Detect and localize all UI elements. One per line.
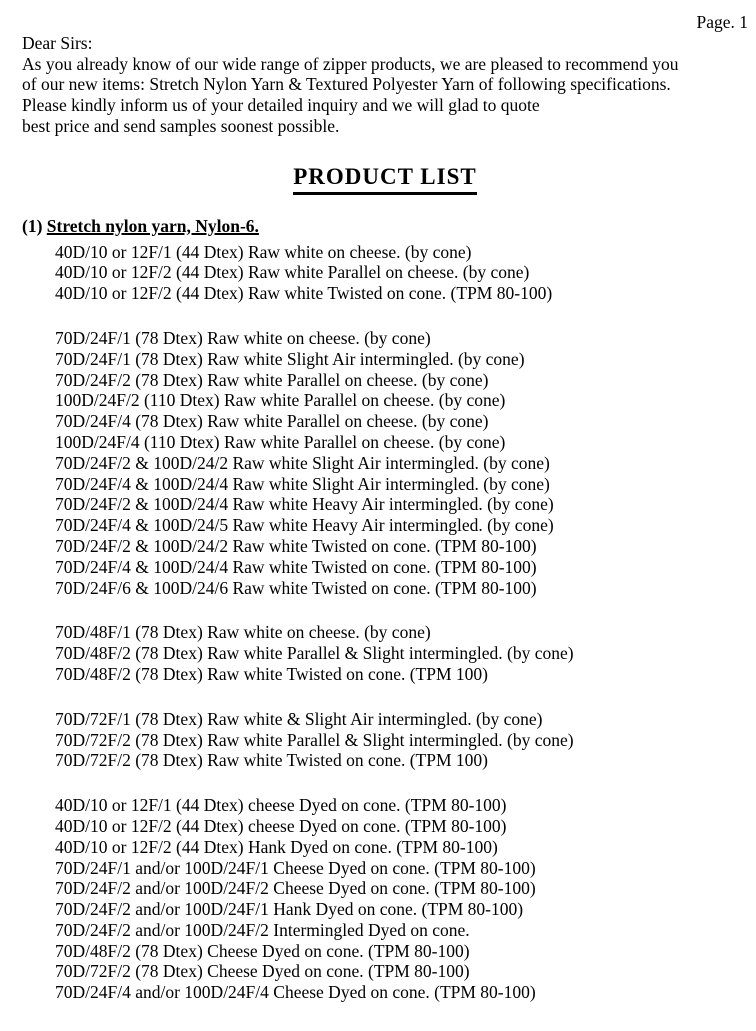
product-item: 100D/24F/4 (110 Dtex) Raw white Parallel on cheese. (by cone)	[55, 431, 506, 452]
section-title	[22, 216, 748, 237]
product-item: 70D/48F/1 (78 Dtex) Raw white on cheese. (by cone)	[55, 622, 431, 643]
product-item: 70D/24F/1 (78 Dtex) Raw white Slight Air intermingled. (by cone)	[55, 348, 525, 369]
product-item: 70D/24F/2 and/or 100D/24F/1 Hank Dyed on cone. (TPM 80-100)	[55, 899, 524, 920]
product-item: 70D/72F/2 (78 Dtex) Cheese Dyed on cone. (TPM 80-100)	[55, 961, 470, 982]
product-list-heading	[22, 163, 748, 195]
product-groups	[22, 242, 748, 1004]
product-item: 40D/10 or 12F/1 (44 Dtex) Raw white on cheese. (by cone)	[55, 241, 472, 262]
product-group	[22, 242, 748, 304]
product-item: 40D/10 or 12F/2 (44 Dtex) cheese Dyed on cone. (TPM 80-100)	[55, 815, 507, 836]
salutation: Dear Sirs:	[22, 32, 93, 53]
product-item: 70D/24F/4 (78 Dtex) Raw white Parallel on cheese. (by cone)	[55, 411, 489, 432]
product-item: 70D/24F/2 & 100D/24/4 Raw white Heavy Air intermingled. (by cone)	[55, 494, 554, 515]
product-item: 70D/24F/6 & 100D/24/6 Raw white Twisted on cone. (TPM 80-100)	[55, 577, 537, 598]
intro-line: of our new items: Stretch Nylon Yarn & Textured Polyester Yarn of following specifications.	[22, 74, 671, 95]
product-item: 70D/24F/4 & 100D/24/5 Raw white Heavy Air intermingled. (by cone)	[55, 515, 554, 536]
page-number: Page. 1	[696, 12, 748, 32]
product-item: 70D/72F/2 (78 Dtex) Raw white Parallel & Slight intermingled. (by cone)	[55, 729, 574, 750]
product-item: 40D/10 or 12F/2 (44 Dtex) Hank Dyed on cone. (TPM 80-100)	[55, 836, 498, 857]
intro-line: Please kindly inform us of your detailed inquiry and we will glad to quote	[22, 95, 540, 116]
product-item: 70D/24F/4 & 100D/24/4 Raw white Twisted on cone. (TPM 80-100)	[55, 556, 537, 577]
section-number: (1)	[22, 215, 43, 236]
product-group	[22, 795, 748, 1003]
product-item: 70D/48F/2 (78 Dtex) Raw white Twisted on cone. (TPM 100)	[55, 663, 488, 684]
product-item: 40D/10 or 12F/2 (44 Dtex) Raw white Twisted on cone. (TPM 80-100)	[55, 283, 553, 304]
product-item: 70D/24F/4 & 100D/24/4 Raw white Slight Air intermingled. (by cone)	[55, 473, 550, 494]
product-item: 70D/72F/1 (78 Dtex) Raw white & Slight Air intermingled. (by cone)	[55, 708, 543, 729]
product-item: 70D/24F/4 and/or 100D/24F/4 Cheese Dyed on cone. (TPM 80-100)	[55, 982, 536, 1003]
product-item: 40D/10 or 12F/2 (44 Dtex) Raw white Parallel on cheese. (by cone)	[55, 262, 530, 283]
product-item: 70D/72F/2 (78 Dtex) Raw white Twisted on cone. (TPM 100)	[55, 750, 488, 771]
product-item: 70D/24F/2 and/or 100D/24F/2 Intermingled Dyed on cone.	[55, 919, 470, 940]
product-group	[22, 328, 748, 598]
product-item: 40D/10 or 12F/1 (44 Dtex) cheese Dyed on cone. (TPM 80-100)	[55, 795, 507, 816]
product-item: 70D/24F/2 and/or 100D/24F/2 Cheese Dyed on cone. (TPM 80-100)	[55, 878, 536, 899]
product-item: 70D/24F/2 (78 Dtex) Raw white Parallel on cheese. (by cone)	[55, 369, 489, 390]
product-list-heading-text: PRODUCT LIST	[293, 163, 476, 195]
product-group	[22, 709, 748, 771]
product-item: 70D/48F/2 (78 Dtex) Raw white Parallel & Slight intermingled. (by cone)	[55, 643, 574, 664]
section-title-text: Stretch nylon yarn, Nylon-6.	[46, 215, 259, 236]
product-item: 70D/24F/2 & 100D/24/2 Raw white Twisted on cone. (TPM 80-100)	[55, 535, 537, 556]
intro-line: best price and send samples soonest possible.	[22, 115, 340, 136]
intro-paragraph	[22, 54, 748, 137]
product-item: 70D/24F/1 and/or 100D/24F/1 Cheese Dyed on cone. (TPM 80-100)	[55, 857, 536, 878]
product-item: 70D/48F/2 (78 Dtex) Cheese Dyed on cone. (TPM 80-100)	[55, 940, 470, 961]
product-item: 70D/24F/1 (78 Dtex) Raw white on cheese. (by cone)	[55, 327, 431, 348]
product-item: 100D/24F/2 (110 Dtex) Raw white Parallel on cheese. (by cone)	[55, 390, 506, 411]
product-group	[22, 622, 748, 684]
intro-line: As you already know of our wide range of zipper products, we are pleased to recommend you	[22, 53, 679, 74]
product-item: 70D/24F/2 & 100D/24/2 Raw white Slight Air intermingled. (by cone)	[55, 452, 550, 473]
document-page	[22, 12, 748, 1003]
